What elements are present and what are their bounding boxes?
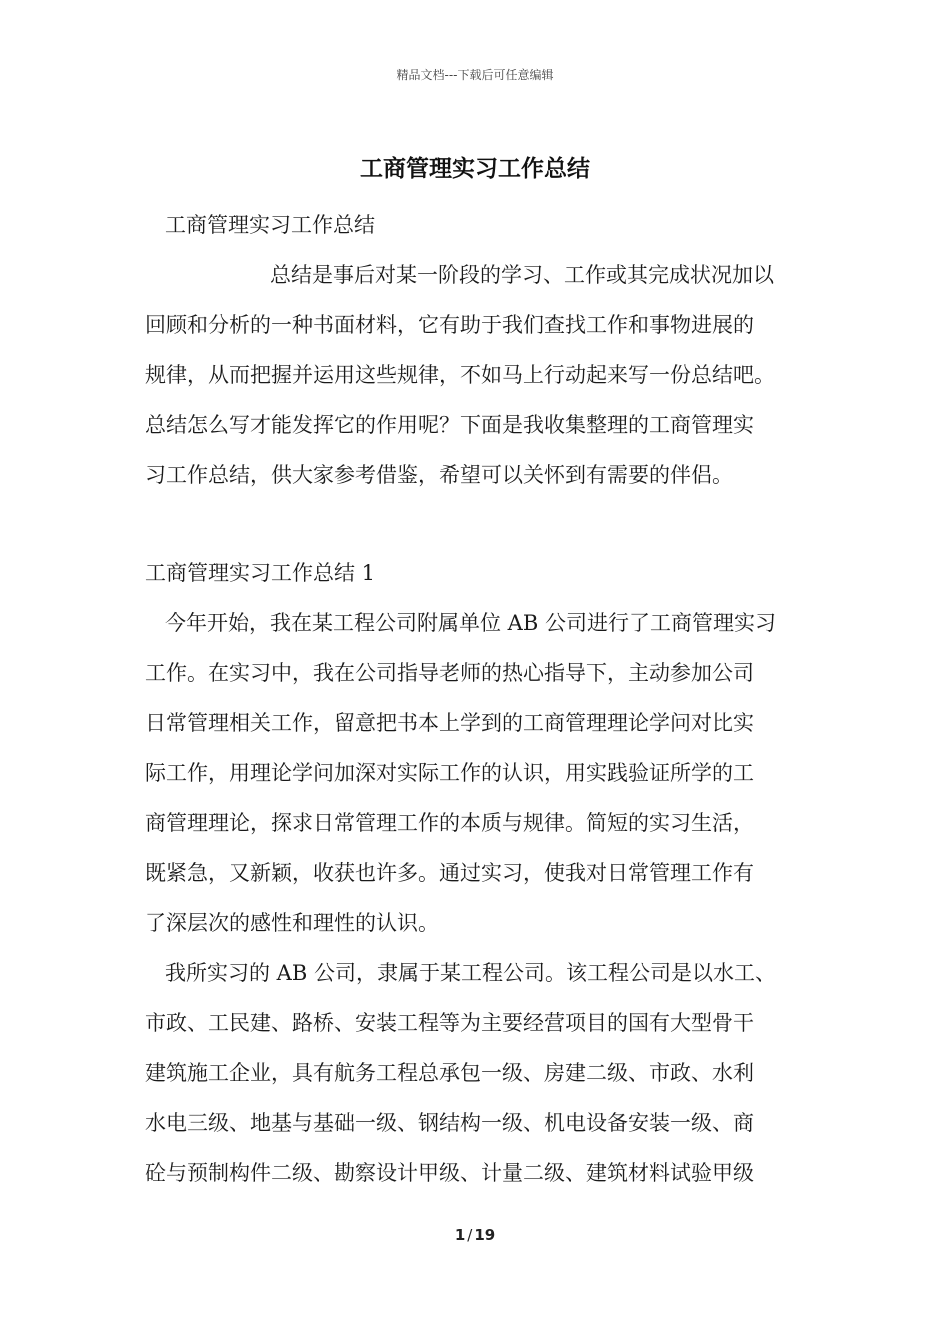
document-title: 工商管理实习工作总结 (360, 155, 590, 182)
body-line: 回顾和分析的一种书面材料，它有助于我们查找工作和事物进展的 (145, 313, 754, 337)
body-line: 了深层次的感性和理性的认识。 (145, 911, 439, 935)
page-number (0, 1226, 950, 1244)
body-line: 际工作，用理论学问加深对实际工作的认识，用实践验证所学的工 (145, 761, 754, 785)
header-note: 精品文档---下载后可任意编辑 (396, 68, 554, 82)
section-heading: 工商管理实习工作总结 1 (145, 561, 376, 585)
body-line: 商管理理论，探求日常管理工作的本质与规律。简短的实习生活， (145, 811, 754, 835)
body-line: 今年开始，我在某工程公司附属单位 AB 公司进行了工商管理实习 (165, 611, 776, 635)
body-line: 习工作总结，供大家参考借鉴，希望可以关怀到有需要的伴侣。 (145, 463, 733, 487)
body-line: 市政、工民建、路桥、安装工程等为主要经营项目的国有大型骨干 (145, 1011, 754, 1035)
body-line: 既紧急，又新颖，收获也许多。通过实习，使我对日常管理工作有 (145, 861, 754, 885)
body-line: 建筑施工企业，具有航务工程总承包一级、房建二级、市政、水利 (145, 1061, 754, 1085)
body-line: 规律，从而把握并运用这些规律，不如马上行动起来写一份总结吧。 (145, 363, 775, 387)
body-line: 总结是事后对某一阶段的学习、工作或其完成状况加以 (270, 263, 774, 287)
page-total: 19 (474, 1226, 496, 1244)
body-line: 总结怎么写才能发挥它的作用呢？下面是我收集整理的工商管理实 (145, 413, 754, 437)
body-line: 砼与预制构件二级、勘察设计甲级、计量二级、建筑材料试验甲级 (145, 1161, 754, 1185)
body-line: 日常管理相关工作，留意把书本上学到的工商管理理论学问对比实 (145, 711, 754, 735)
body-line: 水电三级、地基与基础一级、钢结构一级、机电设备安装一级、商 (145, 1111, 754, 1135)
body-line: 我所实习的 AB 公司，隶属于某工程公司。该工程公司是以水工、 (165, 961, 776, 985)
body-line: 工商管理实习工作总结 (165, 213, 375, 237)
body-line: 工作。在实习中，我在公司指导老师的热心指导下，主动参加公司 (145, 661, 754, 685)
page-separator: / (467, 1226, 473, 1244)
page-current: 1 (454, 1226, 466, 1244)
